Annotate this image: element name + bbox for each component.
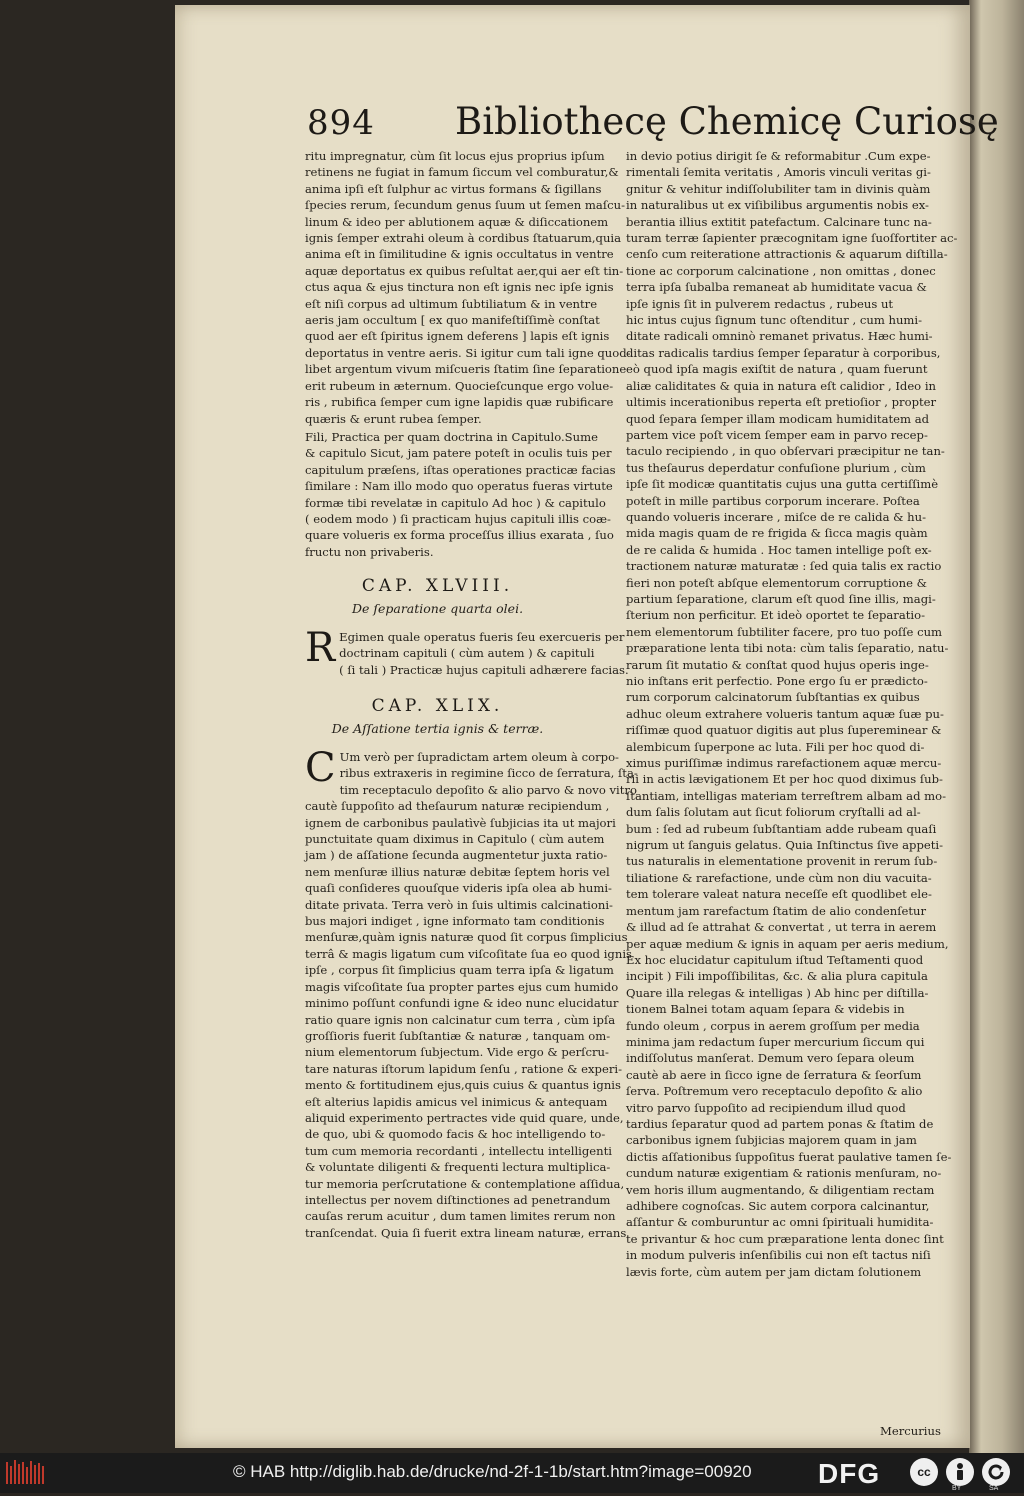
text-line: ditate privata. Terra verò in ſuis ultimis calcinationi-: [305, 897, 613, 912]
text-line: eò quod ipſa magis exiſtit de natura , quam fuerunt: [626, 362, 928, 377]
text-line: partium ſeparatione, clarum eſt quod ſine illis, magi-: [626, 591, 936, 606]
text-line: tem tolerare valeat natura neceſſe eſt quodlibet ele-: [626, 887, 932, 902]
text-line: tardius ſeparatur quod ad partem ponas & ſtatim de: [626, 1116, 934, 1131]
book-edge: [969, 0, 1024, 1453]
text-line: formæ tibi revelatæ in capitulo Ad hoc ) & capitulo: [305, 495, 606, 510]
text-line: quando volueris incerare , miſce de re calida & hu-: [626, 509, 927, 524]
text-line: cautè ab aere in ſicco igne de ſerratura & ſeorſum: [626, 1067, 922, 1082]
catchword: Mercurius: [880, 1424, 941, 1438]
text-line: ( ſi tali ) Practicæ hujus capituli adhærere facias.: [339, 662, 629, 677]
right-column: [626, 148, 958, 1280]
text-line: tiliatione & rarefactione, unde cùm non diu vacuita-: [626, 870, 932, 885]
text-line: nem elementorum ſubtiliter facere, pro tuo poſſe cum: [626, 624, 943, 639]
text-line: indiſſolutus manſerat. Demum vero ſepara oleum: [626, 1051, 915, 1066]
text-line: ximus puriſſimæ indimus rarefactionem aquæ mercu-: [626, 756, 942, 771]
drop-cap-c: C: [305, 745, 336, 791]
text-line: jam ) de aſſatione ſecunda augmentetur juxta ratio-: [305, 848, 608, 863]
text-line: per aquæ medium & ignis in aquam per aeris medium,: [626, 936, 949, 951]
text-line: taculo recipiendo , in quo obſervari præcipitur ne tan-: [626, 444, 945, 459]
text-line: de quo, ubi & quomodo facis & hoc intelligendo to-: [305, 1127, 606, 1142]
text-line: rum corporum calcinatorum ſubſtantias ex quibus: [626, 690, 920, 705]
text-line: capitulum præſens, iſtas operationes practicæ facias: [305, 462, 616, 477]
chapter-49-subtitle: De Aſſatione tertia ignis & terræ.: [331, 720, 544, 736]
text-line: carbonibus ignem ſubjicias majorem quam in jam: [626, 1133, 917, 1148]
text-line: berantia illius extitit patefactum. Calcinare tunc na-: [626, 214, 932, 229]
text-line: & voluntate diligenti & frequenti lectura multiplica-: [305, 1160, 611, 1175]
text-line: erit rubeum in æternum. Quocieſcunque ergo volue-: [305, 378, 614, 393]
text-line: ribus extraxeris in regimine ſicco de ſerratura, ſta-: [339, 766, 638, 781]
text-line: tionem Balnei totam aquam ſepara & videbis in: [626, 1002, 905, 1017]
text-line: bum : ſed ad rubeum ſubſtantiam adde rubeam quaſi: [626, 821, 937, 836]
text-line: tare naturas iſtorum lapidum ſenſu , ratione & experi-: [305, 1061, 622, 1076]
chapter-49-body: [305, 745, 638, 1241]
text-line: quod aer eſt ſpiritus ignem deferens ] lapis eſt ignis: [305, 329, 610, 344]
text-line: ipſe ſit modicæ quantitatis cujus una gutta certiſſimè: [626, 477, 939, 492]
text-line: ipſe , corpus ſit ſimplicius quam terra ipſa & ligatum: [305, 963, 614, 978]
text-line: partem vice poſt vicem ſemper eam in parvo recep-: [626, 427, 928, 442]
page-number: 894: [307, 103, 375, 143]
text-line: intellectus per novem diſtinctiones ad penetrandum: [305, 1192, 611, 1207]
text-line: ratio quare ignis non calcinatur cum terra , cùm ipſa: [305, 1012, 616, 1027]
text-line: aliæ caliditates & quia in natura eſt calidior , Ideo in: [626, 378, 937, 393]
text-line: mento & fortitudinem ejus,quis cuius & quantus ignis: [305, 1078, 621, 1093]
text-line: Um verò per ſupradictam artem oleum à corpo-: [339, 750, 619, 764]
text-line: ritu impregnatur, cùm ſit locus ejus proprius ipſum: [305, 149, 605, 163]
text-line: hic intus cujus ſignum tunc oſtenditur , cum humi-: [626, 313, 923, 328]
text-line: Ex hoc elucidatur capitulum iſtud Teſtamenti quod: [626, 952, 924, 967]
text-line: quod ſepara ſemper illam modicam humiditatem ad: [626, 411, 930, 426]
text-line: nigrum ut ſanguis gelatus. Quia Inſtinctus ſive appeti-: [626, 838, 944, 853]
left-column: [305, 148, 638, 1241]
text-line: vitro parvo ſuppoſito ad recipiendum illud quod: [626, 1100, 906, 1115]
text-line: aſſantur & comburuntur ac omni ſpirituali humidita-: [626, 1215, 934, 1230]
text-line: groſſioris fuerit ſubſtantiæ & naturæ , tanquam om-: [305, 1028, 611, 1043]
by-label: BY: [952, 1485, 962, 1492]
text-line: minimo poſſunt confundi igne & ideo nunc elucidatur: [305, 996, 619, 1011]
text-line: tranſcendat. Quia ſi fuerit extra lineam naturæ, errans: [305, 1225, 627, 1240]
text-line: nio inſtans erit perfectio. Pone ergo ſu er prædicto-: [626, 674, 928, 688]
text-line: poteſt in mille partibus corporum incerare. Poſtea: [626, 493, 920, 508]
text-line: ignis ſemper extrahi oleum à cordibus ſtatuarum,quia: [305, 231, 622, 246]
text-line: eſt alterius lapidis amicus vel inimicus & antequam: [305, 1094, 608, 1109]
text-line: de re calida & humida . Hoc tamen intellige poſt ex-: [626, 542, 932, 557]
text-line: tractionem naturæ maturatæ : ſed quia talis ex ractio: [626, 559, 942, 574]
text-line: deportatus in ventre aeris. Si igitur cum tali igne quod-: [305, 345, 631, 360]
text-line: vem horis illum augmentando, & diligentiam rectam: [626, 1182, 935, 1197]
text-line: nem menſuræ illius naturæ debitæ ſeptem horis vel: [305, 864, 610, 879]
running-head: Bibliothecę Chemicę Curiosę: [455, 100, 999, 143]
text-line: lævis forte, cùm autem per jam dictam ſolutionem: [626, 1264, 922, 1279]
text-line: ipſe ignis ſit in pulverem redactus , rubeus ut: [626, 296, 894, 311]
text-line: Fili, Practica per quam doctrina in Capitulo.Sume: [305, 429, 598, 444]
share-alike-icon: [982, 1458, 1010, 1486]
text-line: alembicum ſuperpone ac luta. Fili per hoc quod di-: [626, 739, 925, 754]
chapter-48-body: [305, 624, 629, 678]
text-line: doctrinam capituli ( cùm autem ) & capituli: [339, 646, 595, 661]
text-line: rii in actis lævigationem Et per hoc quod diximus ſub-: [626, 772, 943, 787]
text-line: tim receptaculo depoſito & alio parvo & novo vitro: [339, 782, 637, 797]
text-line: adhibere cognoſcas. Sic autem corpora calcinantur,: [626, 1199, 930, 1213]
left-paragraph-2: [305, 429, 616, 560]
text-line: & illud ad ſe attrahat & convertat , ut terra in aerem: [626, 920, 937, 935]
text-line: in modum pulveris inſenſibilis cui non eſt tactus niſi: [626, 1248, 931, 1263]
text-line: in naturalibus ut ex viſibilibus argumentis nobis ex-: [626, 198, 929, 213]
text-line: aquæ deportatus ex quibus reſultat aer,qui aer eſt tin-: [305, 263, 624, 278]
text-line: tus theſaurus deperdatur confuſione plurium , cùm: [626, 460, 926, 475]
chapter-49-heading: CAP. XLIX.: [371, 696, 504, 717]
text-line: fructu non privaberis.: [305, 544, 434, 559]
text-line: anima eſt in ſimilitudine & ignis occultatus in ventre: [305, 247, 614, 262]
text-line: Quare illa relegas & intelligas ) Ab hinc per diſtilla-: [626, 985, 929, 1000]
hab-logo-icon: [6, 1460, 46, 1486]
text-line: aliquid experimento pertractes vide quid quare, unde,: [305, 1110, 624, 1125]
text-line: riſſimæ quod quatuor digitis aut plus ſupereminear &: [626, 723, 942, 738]
text-line: nium elementorum ſubjectum. Vide ergo & perſcru-: [305, 1045, 609, 1060]
text-line: terrâ & magis ligatum cum viſcoſitate ſua eo quod ignis: [305, 946, 632, 961]
source-link[interactable]: © HAB http://diglib.hab.de/drucke/nd-2f-1-1b/start.htm?image=00920: [233, 1462, 752, 1481]
text-line: tum cum memoria recordanti , intellectu intelligenti: [305, 1143, 612, 1158]
left-paragraph-1: [305, 148, 631, 427]
text-line: dum ſalis ſolutam aut ſicut foliorum cryſtalli ad al-: [626, 805, 921, 820]
text-line: terra ipſa ſubalba remaneat ab humiditate vacua &: [626, 280, 927, 295]
text-line: gnitur & vehitur indiſſolubiliter tam in divinis quàm: [626, 181, 931, 196]
text-line: bus majori indiget , igne informato tam conditionis: [305, 914, 605, 929]
text-line: cenſo cum reiteratione attractionis & aquarum diſtilla-: [626, 247, 948, 262]
text-line: minima jam redactum ſuper mercurium ſiccum qui: [626, 1034, 925, 1049]
text-line: præparatione lenta tibi nota: cùm talis ſeparatio, natu-: [626, 641, 949, 656]
text-line: in devio potius dirigit ſe & reformabitur .Cum expe-: [626, 149, 931, 163]
text-line: turam terræ ſapienter præcognitam igne ſuoſfortiter ac-: [626, 231, 958, 246]
text-line: menſuræ,quàm ignis naturæ quod ſit corpus ſimplicius: [305, 930, 628, 945]
text-line: linum & ideo per ablutionem aquæ & diſiccationem: [305, 214, 609, 229]
text-line: incipit ) Fili impoſſibilitas, &c. & alia plura capitula: [626, 969, 928, 984]
text-line: ultimis incerationibus reperta eſt pretioſior , propter: [626, 395, 937, 410]
text-line: ſimilare : Nam illo modo quo operatus fueras virtute: [305, 479, 613, 494]
text-line: fieri non poteſt abſque elementorum corruptione &: [626, 575, 927, 590]
text-line: magis viſcoſitate ſua propter partes ejus cum humido: [305, 979, 619, 994]
text-line: anima ipſi eſt ſulphur ac virtus formans & ſigillans: [305, 181, 602, 196]
text-line: cauſas rerum acuitur , dum tamen limites rerum non: [305, 1209, 616, 1224]
license-badge[interactable]: [910, 1456, 1020, 1490]
text-line: punctuitate quam diximus in Capitulo ( cùm autem: [305, 832, 605, 847]
text-line: retinens ne fugiat in famum ſiccum vel comburatur,&: [305, 165, 619, 180]
text-line: ſtantiam, intelligas materiam terreſtrem albam ad mo-: [626, 788, 947, 803]
dfg-logo: DFG: [818, 1458, 881, 1489]
text-line: quare volueris ex forma proceſſus illius exarata , ſuo: [305, 528, 614, 543]
cc-icon: cc: [910, 1458, 938, 1486]
text-line: cundum naturæ exigentiam & rationis menſuram, no-: [626, 1166, 942, 1181]
attribution-icon: [946, 1458, 974, 1486]
text-line: ditas radicalis tardius ſemper ſeparatur à corporibus,: [626, 345, 941, 360]
text-line: libet argentum vivum miſcueris ſtatim ſine ſeparatione: [305, 362, 627, 377]
text-line: eſt niſi corpus ad ultimum ſubtiliatum & in ventre: [305, 296, 598, 311]
drop-cap-r: R: [305, 624, 336, 671]
text-line: te privantur & hoc cum præparatione lenta donec ſint: [626, 1231, 944, 1246]
text-line: rarum ſit mutatio & conſtat quod hujus operis inge-: [626, 657, 929, 672]
text-line: ſpecies rerum, ſecundum genus ſuum ut ſemen maſcu-: [305, 198, 625, 213]
text-line: tur memoria perſcrutatione & contemplatione aſſidua,: [305, 1176, 625, 1191]
text-line: ditate radicali omninò remanet privatus. Hæc humi-: [626, 329, 933, 344]
chapter-48-heading: CAP. XLVIII.: [361, 576, 514, 597]
sa-label: SA: [989, 1485, 999, 1492]
text-line: ignem de carbonibus paulatìvè ſubjicias ita ut majori: [305, 815, 616, 830]
text-line: ſterium non perficitur. Et ideò oportet te ſeparatio-: [626, 608, 925, 623]
text-line: ſerva. Poſtremum vero receptaculo depoſito & alio: [626, 1084, 923, 1099]
text-line: tus naturalis in elementatione provenit in rerum ſub-: [626, 854, 938, 869]
text-line: quæris & erunt rubea ſemper.: [305, 411, 482, 426]
text-line: mentum jam rarefactum ſtatim de alio condenſetur: [626, 903, 927, 918]
text-line: fundo oleum , corpus in aerem groſſum per media: [626, 1018, 920, 1033]
text-line: ris , rubifica ſemper cum igne lapidis quæ rubificare: [305, 395, 614, 410]
chapter-48-subtitle: De ſeparatione quarta olei.: [351, 600, 524, 616]
text-line: ctus aqua & ejus tinctura non eſt ignis nec ipſe ignis: [305, 280, 614, 295]
text-line: aeris jam occultum [ ex quo manifeſtiſſimè conſtat: [305, 313, 600, 328]
text-line: & capitulo Sicut, jam patere poteſt in oculis tuis per: [305, 446, 612, 461]
footer-bar: [0, 1453, 1024, 1493]
text-line: ( eodem modo ) ſi practicam hujus capituli illis coæ-: [305, 511, 611, 526]
text-line: rimentali ſemita veritatis , Amoris vinculi veritas gi-: [626, 165, 931, 180]
text-line: cautè ſuppoſito ad theſaurum naturæ recipiendum ,: [305, 799, 610, 814]
text-line: Egimen quale operatus fueris ſeu exercueris per: [339, 629, 625, 644]
text-line: quaſi conſideres quouſque videris ipſa olea ab humi-: [305, 881, 612, 896]
text-line: tione ac corporum calcinatione , non omittas , donec: [626, 263, 936, 278]
text-line: mida magis quam de re frigida & ſicca magis quàm: [626, 526, 928, 541]
text-line: dictis aſſationibus ſuppoſitus fuerat paulative tamen ſe-: [626, 1149, 952, 1164]
text-line: adhuc oleum extrahere volueris tantum aquæ ſuæ pu-: [626, 706, 944, 721]
